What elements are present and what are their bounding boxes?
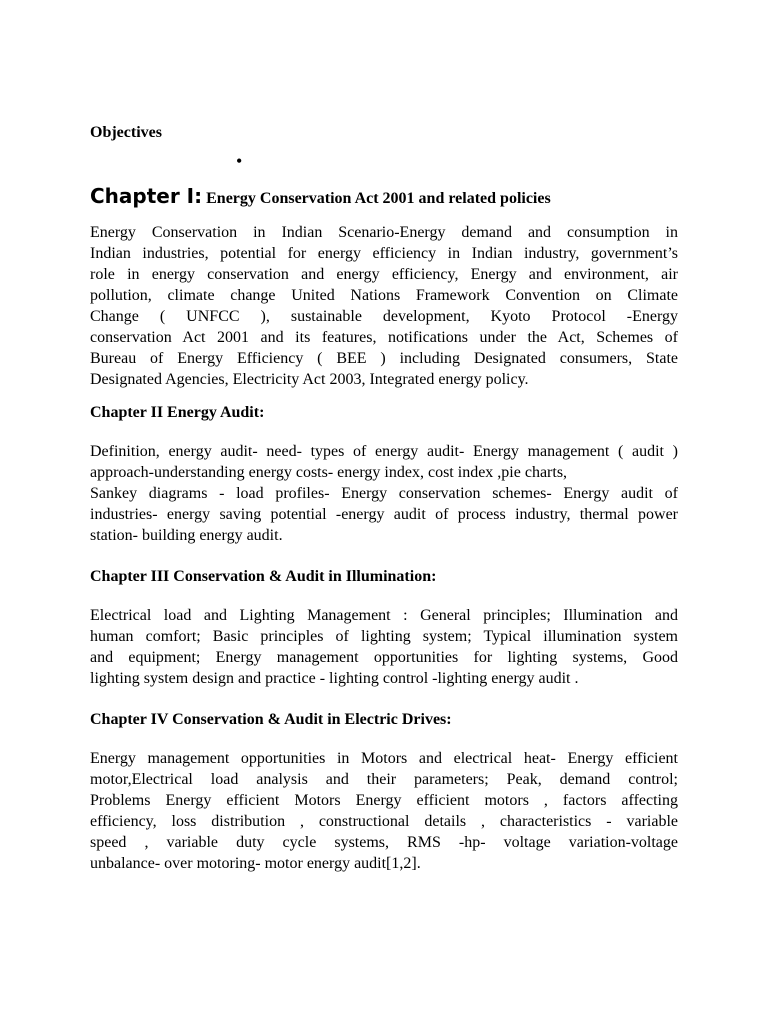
bullet-row: [90, 149, 678, 175]
chapter-4-line: efficiency, loss distribution , constructional details , characteristics - variable: [90, 813, 678, 830]
chapter-2-line: approach-understanding energy costs- energy index, cost index ,pie charts,: [90, 464, 568, 481]
chapter-2-body: [90, 441, 678, 546]
chapter-4-body: [90, 748, 678, 874]
chapter-3-line: lighting system design and practice - lighting control -lighting energy audit .: [90, 670, 579, 687]
chapter-2-heading: Chapter II Energy Audit:: [90, 404, 265, 421]
chapter-2-line: Sankey diagrams - load profiles- Energy conservation schemes- Energy audit of: [90, 485, 678, 502]
chapter-1-line: Energy Conservation in Indian Scenario-Energy demand and consumption in: [90, 224, 678, 241]
chapter-4-line: Problems Energy efficient Motors Energy efficient motors , factors affecting: [90, 792, 678, 809]
chapter-3-body: [90, 605, 678, 689]
chapter-1-prefix: Chapter I:: [90, 184, 203, 208]
chapter-1-line: conservation Act 2001 and its features, notifications under the Act, Schemes of: [90, 329, 678, 346]
chapter-1-body: [90, 222, 678, 390]
chapter-3-line: and equipment; Energy management opportunities for lighting systems, Good: [90, 649, 678, 666]
chapter-4-line: speed , variable duty cycle systems, RMS -hp- voltage variation-voltage: [90, 834, 678, 851]
chapter-3-line: Electrical load and Lighting Management : General principles; Illumination and: [90, 607, 678, 624]
chapter-1-line: role in energy conservation and energy efficiency, Energy and environment, air: [90, 266, 678, 283]
bullet-point: •: [236, 151, 243, 171]
chapter-4-heading: Chapter IV Conservation & Audit in Electric Drives:: [90, 711, 452, 728]
objectives-heading: Objectives: [90, 124, 162, 141]
chapter-2-line: station- building energy audit.: [90, 527, 283, 544]
chapter-2-line: Definition, energy audit- need- types of energy audit- Energy management ( audit ): [90, 443, 678, 460]
chapter-4-line: unbalance- over motoring- motor energy audit[1,2].: [90, 855, 421, 872]
chapter-1-line: Bureau of Energy Efficiency ( BEE ) including Designated consumers, State: [90, 350, 678, 367]
chapter-1-heading: [90, 183, 678, 212]
chapter-3-heading: Chapter III Conservation & Audit in Illumination:: [90, 568, 437, 585]
chapter-3-line: human comfort; Basic principles of lighting system; Typical illumination system: [90, 628, 678, 645]
chapter-4-line: Energy management opportunities in Motors and electrical heat- Energy efficient: [90, 750, 678, 767]
chapter-4-line: motor,Electrical load analysis and their parameters; Peak, demand control;: [90, 771, 678, 788]
chapter-1-line: Change ( UNFCC ), sustainable development, Kyoto Protocol -Energy: [90, 308, 678, 325]
chapter-2-line: industries- energy saving potential -energy audit of process industry, thermal power: [90, 506, 678, 523]
chapter-1-line: Designated Agencies, Electricity Act 2003, Integrated energy policy.: [90, 371, 529, 388]
chapter-1-line: Indian industries, potential for energy efficiency in Indian industry, government’s: [90, 245, 678, 262]
chapter-1-line: pollution, climate change United Nations Framework Convention on Climate: [90, 287, 678, 304]
chapter-1-title: Energy Conservation Act 2001 and related policies: [202, 190, 551, 207]
